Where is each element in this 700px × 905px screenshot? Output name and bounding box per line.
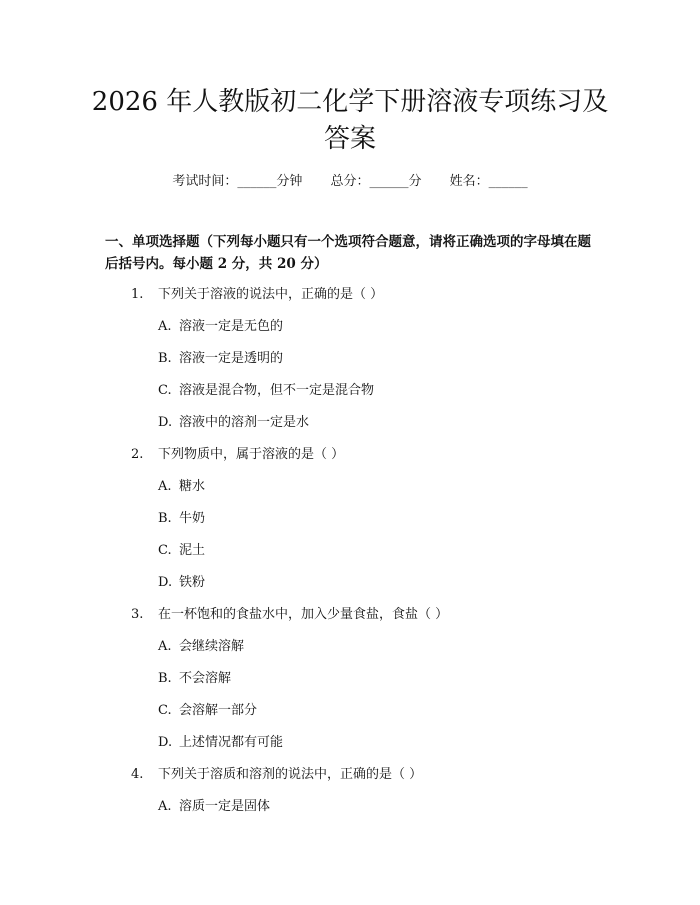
question-3-option-a [158, 635, 244, 654]
total-score-field: 总分：______分 [330, 174, 422, 189]
option-letter: B. [158, 511, 172, 526]
question-3 [131, 603, 448, 622]
question-number: 2. [131, 447, 144, 462]
question-text: 下列物质中，属于溶液的是（ ） [158, 447, 345, 462]
question-text: 下列关于溶液的说法中，正确的是（ ） [158, 287, 384, 302]
option-text: 会溶解一部分 [179, 703, 258, 718]
question-2-option-a [158, 475, 205, 494]
option-letter: A. [158, 479, 172, 494]
question-2-option-b [158, 507, 205, 526]
option-text: 上述情况都有可能 [179, 735, 284, 750]
question-text: 在一杯饱和的食盐水中，加入少量食盐，食盐（ ） [158, 607, 449, 622]
question-3-option-c [158, 699, 257, 718]
option-text: 溶质一定是固体 [179, 799, 271, 814]
option-text: 溶液是混合物，但不一定是混合物 [179, 383, 375, 398]
option-text: 泥土 [179, 543, 206, 558]
question-1-option-b [158, 347, 283, 366]
question-2 [131, 443, 344, 462]
option-letter: B. [158, 671, 172, 686]
question-4-option-a [158, 795, 270, 814]
option-letter: A. [158, 799, 172, 814]
question-1-option-d [158, 411, 309, 430]
question-number: 4. [131, 767, 144, 782]
document-title: 2026 年人教版初二化学下册溶液专项练习及答案 [91, 87, 609, 154]
option-text: 铁粉 [179, 575, 206, 590]
option-text: 溶液中的溶剂一定是水 [179, 415, 310, 430]
option-letter: A. [158, 639, 172, 654]
exam-time-field: 考试时间：______分钟 [172, 174, 303, 189]
exam-info-line [0, 170, 700, 189]
option-letter: C. [158, 703, 172, 718]
question-4 [131, 763, 422, 782]
option-letter: B. [158, 351, 172, 366]
question-1 [131, 283, 383, 302]
option-text: 牛奶 [179, 511, 206, 526]
question-3-option-b [158, 667, 231, 686]
option-text: 溶液一定是透明的 [179, 351, 284, 366]
option-letter: C. [158, 543, 172, 558]
question-3-option-d [158, 731, 283, 750]
option-letter: D. [158, 415, 173, 430]
question-2-option-d [158, 571, 205, 590]
option-text: 会继续溶解 [179, 639, 245, 654]
section-heading-single-choice: 一、单项选择题（下列每小题只有一个选项符合题意，请将正确选项的字母填在题后括号内。每小题 2 分，共 20 分） [105, 234, 591, 272]
option-text: 不会溶解 [179, 671, 232, 686]
question-text: 下列关于溶质和溶剂的说法中，正确的是（ ） [158, 767, 423, 782]
option-letter: D. [158, 735, 173, 750]
question-number: 3. [131, 607, 144, 622]
student-name-field: 姓名：______ [449, 174, 528, 189]
option-letter: D. [158, 575, 173, 590]
option-text: 溶液一定是无色的 [179, 319, 284, 334]
question-2-option-c [158, 539, 205, 558]
question-1-option-c [158, 379, 374, 398]
question-1-option-a [158, 315, 283, 334]
option-letter: C. [158, 383, 172, 398]
option-letter: A. [158, 319, 172, 334]
option-text: 糖水 [179, 479, 206, 494]
question-number: 1. [131, 287, 144, 302]
